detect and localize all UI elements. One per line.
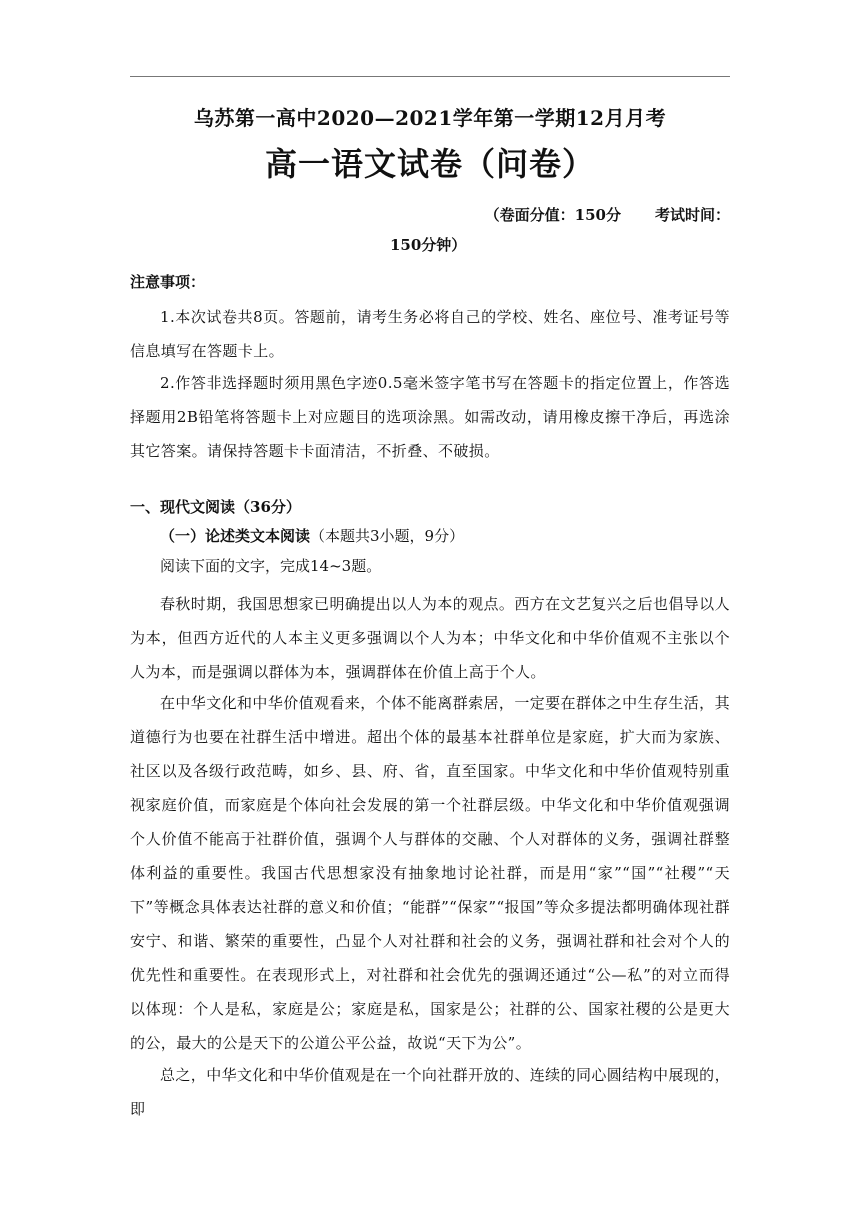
passage-paragraph: 春秋时期，我国思想家已明确提出以人为本的观点。西方在文艺复兴之后也倡导以人为本，但西方近代的人本主义更多强调以个人为本；中华文化和中华价值观不主张以个人为本，而是强调以群体为本，强调群体在价值上高于个人。 <box>130 595 730 681</box>
subsection-note: （本题共3小题，9分） <box>310 527 465 545</box>
exam-meta-line <box>485 203 730 227</box>
passage-paragraph: 总之，中华文化和中华价值观是在一个向社群开放的、连续的同心圆结构中展现的，即 <box>130 1066 730 1118</box>
subsection-heading <box>160 524 464 548</box>
notice-item: 1.本次试卷共8页。答题前，请考生务必将自己的学校、姓名、座位号、准考证号等信息填写在答题卡上。 <box>130 308 730 360</box>
passage-paragraph: 在中华文化和中华价值观看来，个体不能离群索居，一定要在群体之中生存生活，其道德行为也要在社群生活中增进。超出个体的最基本社群单位是家庭，扩大而为家族、社区以及各级行政范畴，如乡、县、府、省，直至国家。中华文化和中华价值观特别重视家庭价值，而家庭是个体向社会发展的第一个社群层级。中华文化和中华价值观强调个人价值不能高于社群价值，强调个人与群体的交融、个人对群体的义务，强调社群整体利益的重要性。我国古代思想家没有抽象地讨论社群，而是用“家”“国”“社稷”“天下”等概念具体表达社群的意义和价值；“能群”“保家”“报国”等众多提法都明确体现社群安宁、和谐、繁荣的重要性，凸显个人对社群和社会的义务，强调社群和社会对个人的优先性和重要性。在表现形式上，对社群和社会优先的强调还通过“公—私”的对立而得以体现：个人是私，家庭是公；家庭是私，国家是公；社群的公、国家社稷的公是更大的公，最大的公是天下的公道公平公益，故说“天下为公”。 <box>130 694 730 1052</box>
reading-instruction: 阅读下面的文字，完成14~3题。 <box>160 557 382 575</box>
notice-heading: 注意事项： <box>130 273 206 291</box>
time-value: 150分钟） <box>390 236 467 254</box>
section-heading: 一、现代文阅读（36分） <box>130 498 301 516</box>
score-info: （卷面分值：150分 <box>484 206 621 224</box>
header-rule <box>130 76 730 77</box>
time-label: 考试时间： <box>654 206 730 224</box>
notice-item: 2.作答非选择题时须用黑色字迹0.5毫米签字笔书写在答题卡的指定位置上，作答选择题用2B铅笔将答题卡上对应题目的选项涂黑。如需改动，请用橡皮擦干净后，再选涂其它答案。请保持答题卡卡面清洁，不折叠、不破损。 <box>130 374 730 460</box>
subsection-title: （一）论述类文本阅读 <box>160 527 311 545</box>
exam-title: 高一语文试卷（问卷） <box>264 145 595 183</box>
exam-school-line: 乌苏第一高中2020—2021学年第一学期12月月考 <box>193 106 667 130</box>
